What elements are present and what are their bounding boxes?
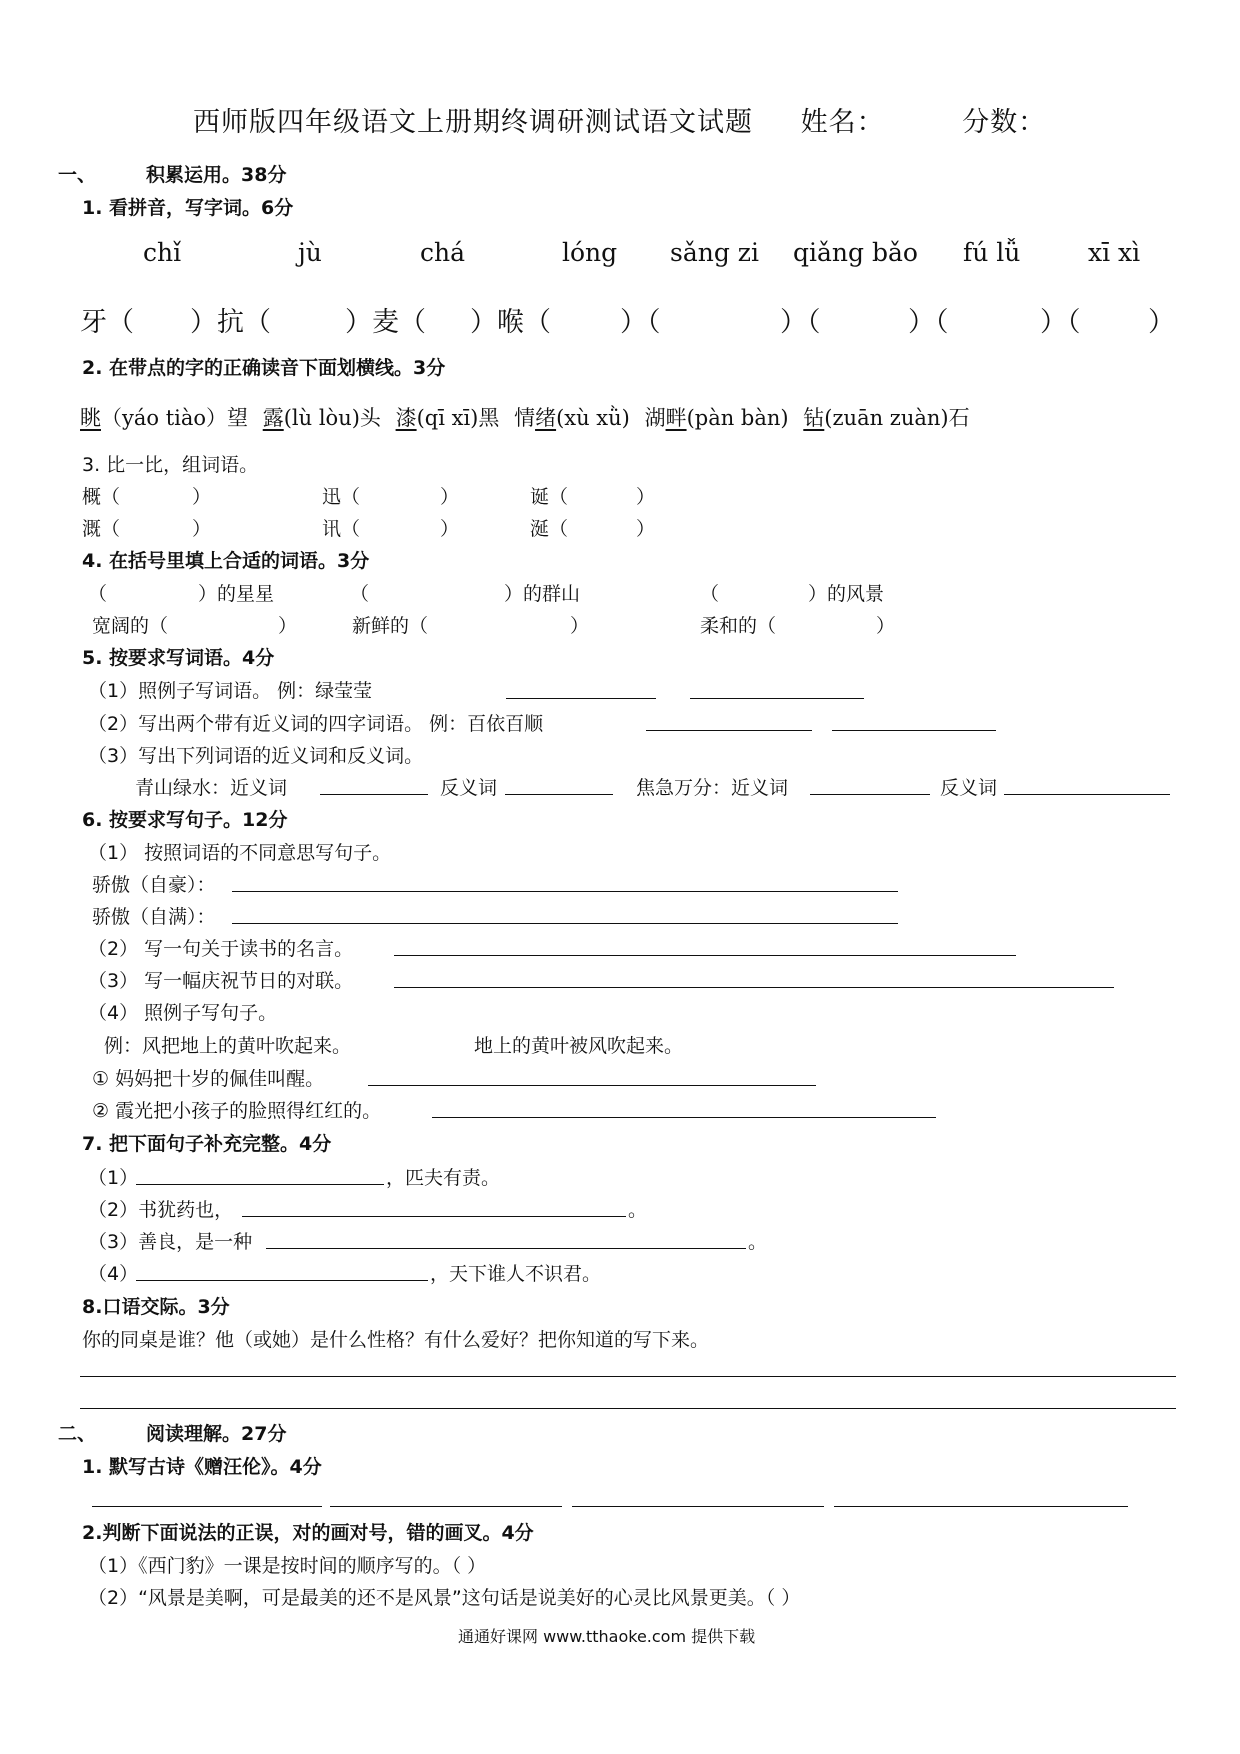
page-title <box>193 100 1046 139</box>
q3-r1-f: ） <box>636 486 656 508</box>
char-box-4: ）喉（ <box>470 307 551 338</box>
dotted-char: 漆 <box>395 406 417 430</box>
q5-answer-line-8[interactable] <box>1004 794 1170 795</box>
q6-sub3: （3） 写一幅庆祝节日的对联。 <box>88 970 354 992</box>
q7-s4-a: （4） <box>88 1263 139 1285</box>
q2-item <box>263 406 381 430</box>
pinyin-2: jù <box>298 238 322 267</box>
q5-answer-line-4[interactable] <box>832 730 996 731</box>
exam-title: 西师版四年级语文上册期终调研测试语文试题 <box>193 107 753 138</box>
q4-r1-e: （ <box>700 583 720 605</box>
q5-sub3-c: 焦急万分：近义词 <box>636 777 789 799</box>
q5-answer-line-2[interactable] <box>690 698 864 699</box>
q4-heading: 4. 在括号里填上合适的词语。3分 <box>82 550 370 572</box>
word-rest: 黑 <box>478 406 500 430</box>
q7-s2-b: 。 <box>628 1199 648 1221</box>
q7-s1-b: ，匹夫有责。 <box>386 1167 501 1189</box>
q6-item-1: ① 妈妈把十岁的佩佳叫醒。 <box>92 1068 325 1090</box>
q4-r1-a: （ <box>88 583 108 605</box>
q3-r1-b: ） <box>192 486 212 508</box>
r2-heading: 2.判断下面说法的正误，对的画对号，错的画叉。4分 <box>82 1522 534 1544</box>
q6-sub2: （2） 写一句关于读书的名言。 <box>88 938 354 960</box>
q7-answer-line-1[interactable] <box>136 1184 384 1185</box>
char-box-1: 牙（ <box>80 307 134 338</box>
q3-r2-c: 讯（ <box>322 518 361 540</box>
footer-credit: 通通好课网 www.tthaoke.com 提供下载 <box>458 1627 756 1646</box>
q1-heading: 1. 看拼音，写字词。6分 <box>82 197 294 219</box>
q6-a: 骄傲（自豪）： <box>92 874 216 896</box>
char-box-6: ）（ <box>780 307 821 338</box>
poem-line-1[interactable] <box>92 1506 322 1507</box>
q4-r2-a: 宽阔的（ <box>92 615 169 637</box>
q3-r2-e: 涎（ <box>530 518 569 540</box>
q5-answer-line-6[interactable] <box>505 794 613 795</box>
q4-r2-c: 新鲜的（ <box>352 615 429 637</box>
section-1-number: 一、 <box>58 164 97 186</box>
word-rest: 湖 <box>644 406 666 430</box>
char-box-2: ）抗（ <box>190 307 271 338</box>
r2-statement-1: （1）《西门豹》一课是按时间的顺序写的。（ ） <box>88 1555 487 1577</box>
q5-answer-line-3[interactable] <box>646 730 812 731</box>
char-box-9: ） <box>1148 307 1175 338</box>
q3-r2-a: 溉（ <box>82 518 121 540</box>
q7-s1-a: （1） <box>88 1167 139 1189</box>
q4-r2-b: ） <box>278 615 298 637</box>
q5-answer-line-5[interactable] <box>320 794 428 795</box>
q2-item <box>396 406 500 430</box>
reading-options[interactable]: (xù xǜ) <box>556 406 630 430</box>
q7-s4-b: ，天下谁人不识君。 <box>430 1263 602 1285</box>
q6-example-2: 地上的黄叶被风吹起来。 <box>474 1035 684 1057</box>
pinyin-7: fú lǚ <box>963 238 1021 267</box>
char-box-7: ）（ <box>908 307 949 338</box>
q4-r1-f: ）的风景 <box>808 583 885 605</box>
q4-r1-b: ）的星星 <box>198 583 275 605</box>
dotted-char: 眺 <box>80 406 101 430</box>
poem-line-2[interactable] <box>330 1506 562 1507</box>
q4-r1-c: （ <box>350 583 370 605</box>
pinyin-1: chǐ <box>143 238 182 267</box>
q5-answer-line-7[interactable] <box>810 794 930 795</box>
q3-r1-a: 概（ <box>82 486 121 508</box>
section-1-heading: 积累运用。38分 <box>146 164 287 186</box>
q5-sub3-d: 反义词 <box>940 777 998 799</box>
word-rest: 头 <box>359 406 381 430</box>
q6-answer-line-d[interactable] <box>394 987 1114 988</box>
r1-heading: 1. 默写古诗《赠汪伦》。4分 <box>82 1456 322 1478</box>
pinyin-8: xī xì <box>1088 238 1141 267</box>
q8-heading: 8.口语交际。3分 <box>82 1296 230 1318</box>
q7-answer-line-2[interactable] <box>242 1216 626 1217</box>
section-2-number: 二、 <box>58 1423 97 1445</box>
q6-b: 骄傲（自满）： <box>92 906 216 928</box>
q4-r1-d: ）的群山 <box>504 583 581 605</box>
char-box-3: ）麦（ <box>345 307 426 338</box>
q5-answer-line-1[interactable] <box>506 698 656 699</box>
dotted-char: 露 <box>262 406 284 430</box>
q6-item-2: ② 霞光把小孩子的脸照得红红的。 <box>92 1100 382 1122</box>
reading-options[interactable]: (zuān zuàn) <box>824 406 949 430</box>
q3-r2-f: ） <box>636 518 656 540</box>
pinyin-3: chá <box>420 238 466 267</box>
word-rest: 石 <box>948 406 970 430</box>
q8-answer-line-2[interactable] <box>80 1408 1176 1409</box>
q7-s3-a: （3）善良，是一种 <box>88 1231 253 1253</box>
reading-options[interactable]: (qī xī) <box>416 406 479 430</box>
q6-heading: 6. 按要求写句子。12分 <box>82 809 288 831</box>
char-box-5: ）（ <box>620 307 661 338</box>
word-rest: 望 <box>227 406 249 430</box>
dotted-char: 钻 <box>803 406 825 430</box>
q3-r1-c: 迅（ <box>322 486 361 508</box>
q7-s2-a: （2）书犹药也， <box>88 1199 234 1221</box>
char-box-8: ）（ <box>1040 307 1081 338</box>
q6-answer-line-f[interactable] <box>432 1117 936 1118</box>
name-label: 姓名： <box>800 107 885 138</box>
reading-options[interactable]: （yáo tiào） <box>101 406 228 430</box>
q4-r2-f: ） <box>876 615 896 637</box>
poem-line-3[interactable] <box>572 1506 824 1507</box>
q3-heading: 3. 比一比，组词语。 <box>82 454 259 476</box>
q6-sub4: （4） 照例子写句子。 <box>88 1002 278 1024</box>
r2-statement-2: （2）“风景是美啊，可是最美的还不是风景”这句话是说美好的心灵比风景更美。（ ） <box>88 1587 801 1609</box>
q7-heading: 7. 把下面句子补充完整。4分 <box>82 1133 332 1155</box>
q2-heading: 2. 在带点的字的正确读音下面划横线。3分 <box>82 357 446 379</box>
reading-options[interactable]: (lù lòu) <box>283 406 360 430</box>
q5-sub2: （2）写出两个带有近义词的四字词语。 例：百依百顺 <box>88 713 544 735</box>
q7-answer-line-3[interactable] <box>266 1248 746 1249</box>
q6-example: 例：风把地上的黄叶吹起来。 <box>104 1035 352 1057</box>
q7-answer-line-4[interactable] <box>136 1280 428 1281</box>
q2-items <box>80 402 970 432</box>
section-2-heading: 阅读理解。27分 <box>146 1423 287 1445</box>
q3-r1-e: 诞（ <box>530 486 569 508</box>
q3-r1-d: ） <box>440 486 460 508</box>
word-rest: 情 <box>514 406 536 430</box>
q2-item <box>514 406 630 430</box>
dotted-char: 绪 <box>535 406 557 430</box>
pinyin-5: sǎng zi <box>670 238 759 267</box>
pinyin-4: lóng <box>562 238 618 267</box>
q6-answer-line-a[interactable] <box>232 891 898 892</box>
q3-r2-d: ） <box>440 518 460 540</box>
q5-sub3-a: 青山绿水：近义词 <box>135 777 288 799</box>
q3-r2-b: ） <box>192 518 212 540</box>
q2-item <box>645 406 789 430</box>
q6-sub1: （1） 按照词语的不同意思写句子。 <box>88 842 392 864</box>
q5-heading: 5. 按要求写词语。4分 <box>82 647 275 669</box>
poem-line-4[interactable] <box>834 1506 1128 1507</box>
q2-item <box>803 406 969 430</box>
q2-item <box>80 406 248 430</box>
score-label: 分数： <box>962 107 1047 138</box>
q5-sub1: （1）照例子写词语。 例：绿莹莹 <box>88 680 373 702</box>
dotted-char: 畔 <box>665 406 687 430</box>
q5-sub3: （3）写出下列词语的近义词和反义词。 <box>88 745 424 767</box>
reading-options[interactable]: (pàn bàn) <box>686 406 789 430</box>
q8-prompt: 你的同桌是谁？他（或她）是什么性格？有什么爱好？把你知道的写下来。 <box>82 1329 710 1351</box>
q6-answer-line-b[interactable] <box>232 923 898 924</box>
q5-sub3-b: 反义词 <box>440 777 498 799</box>
q6-answer-line-c[interactable] <box>394 955 1016 956</box>
q7-s3-b: 。 <box>748 1231 768 1253</box>
q4-r2-e: 柔和的（ <box>700 615 777 637</box>
q6-answer-line-e[interactable] <box>368 1085 816 1086</box>
q4-r2-d: ） <box>570 615 590 637</box>
q8-answer-line-1[interactable] <box>80 1376 1176 1377</box>
pinyin-6: qiǎng bǎo <box>793 238 918 267</box>
